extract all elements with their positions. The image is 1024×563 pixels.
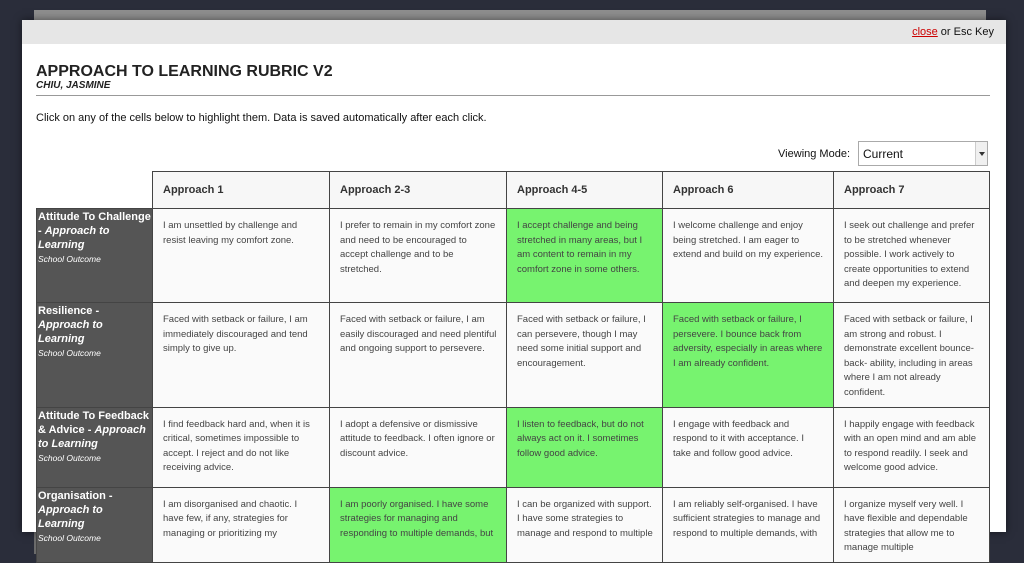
table-corner (37, 172, 153, 209)
close-hint: or Esc Key (937, 26, 994, 38)
row-outcome: School Outcome (38, 532, 101, 543)
row-name: Organisation (38, 489, 106, 502)
rubric-cell[interactable]: I accept challenge and being stretched in many areas, but I am content to remain in my comfort zone in some others. (507, 209, 663, 303)
row-outcome: School Outcome (38, 254, 101, 264)
table-row (37, 209, 990, 303)
table-row (37, 487, 990, 562)
viewing-mode-select[interactable] (858, 141, 988, 166)
row-separator: - (84, 423, 95, 436)
row-name: Resilience (38, 305, 93, 317)
table-row (37, 407, 990, 487)
row-outcome: School Outcome (38, 452, 101, 463)
viewing-mode-label: Viewing Mode: (778, 147, 850, 160)
rubric-cell[interactable]: I seek out challenge and prefer to be stretched whenever possible. I work actively to create opportunities to extend and deepen my experience. (834, 209, 990, 303)
rubric-cell[interactable]: I adopt a defensive or dismissive attitude to feedback. I often ignore or discount advice. (330, 407, 507, 487)
row-category: Approach to Learning (38, 503, 103, 530)
viewing-mode-value: Current (863, 146, 904, 161)
row-header (37, 487, 153, 562)
divider (36, 95, 990, 96)
row-name: Attitude To Feedback & Advice (38, 409, 150, 436)
row-separator: - (38, 225, 45, 237)
page-title: APPROACH TO LEARNING RUBRIC V2 (36, 63, 333, 80)
rubric-cell[interactable]: I am disorganised and chaotic. I have few, if any, strategies for managing or prioritizing my (153, 487, 330, 562)
rubric-cell[interactable]: Faced with setback or failure, I am strong and robust. I demonstrate excellent bounce-back- ability, including in areas where I am not already confident. (834, 303, 990, 408)
rubric-cell[interactable]: I can be organized with support. I have some strategies to manage and respond to multiple (507, 487, 663, 562)
viewing-mode (778, 141, 988, 166)
rubric-cell[interactable]: I am unsettled by challenge and resist leaving my comfort zone. (153, 209, 330, 303)
row-name: Attitude To Challenge (38, 211, 151, 223)
modal-topbar (22, 20, 1006, 44)
row-header (37, 407, 153, 487)
rubric-cell[interactable]: I prefer to remain in my comfort zone and need to be encouraged to accept challenge and to be stretched. (330, 209, 507, 303)
table-row (37, 303, 990, 408)
rubric-cell[interactable]: I am reliably self-organised. I have sufficient strategies to manage and respond to multiple demands, with (663, 487, 834, 562)
rubric-cell[interactable]: I find feedback hard and, when it is critical, sometimes impossible to accept. I reject and do not like receiving advice. (153, 407, 330, 487)
rubric-cell[interactable]: Faced with setback or failure, I persevere. I bounce back from adversity, especially in areas where I am already confident. (663, 303, 834, 408)
student-name: CHIU, JASMINE (36, 80, 111, 91)
rubric-cell[interactable]: Faced with setback or failure, I can persevere, though I may need some initial support and encouragement. (507, 303, 663, 408)
rubric-cell[interactable]: Faced with setback or failure, I am immediately discouraged and tend simply to give up. (153, 303, 330, 408)
row-category: Approach to Learning (38, 225, 110, 251)
column-header: Approach 6 (663, 172, 834, 209)
row-header (37, 209, 153, 303)
rubric-cell[interactable]: I organize myself very well. I have flexible and dependable strategies that allow me to manage multiple (834, 487, 990, 562)
rubric-cell[interactable]: I engage with feedback and respond to it with acceptance. I take and follow good advice. (663, 407, 834, 487)
row-category: Approach to Learning (38, 423, 146, 450)
row-outcome: School Outcome (38, 348, 101, 358)
rubric-cell[interactable]: I happily engage with feedback with an open mind and am able to respond readily. I seek and welcome good advice. (834, 407, 990, 487)
column-header: Approach 7 (834, 172, 990, 209)
row-separator: - (92, 305, 100, 317)
rubric-cell[interactable]: I listen to feedback, but do not always act on it. I sometimes follow good advice. (507, 407, 663, 487)
table-header-row (37, 172, 990, 209)
instructions: Click on any of the cells below to highlight them. Data is saved automatically after each click. (36, 112, 487, 124)
close-link[interactable]: close (912, 26, 938, 38)
column-header: Approach 4-5 (507, 172, 663, 209)
row-category: Approach to Learning (38, 319, 103, 345)
column-header: Approach 1 (153, 172, 330, 209)
rubric-cell[interactable]: I am poorly organised. I have some strategies for managing and responding to multiple demands, but (330, 487, 507, 562)
rubric-modal (22, 20, 1006, 554)
column-header: Approach 2-3 (330, 172, 507, 209)
row-header (37, 303, 153, 408)
rubric-cell[interactable]: I welcome challenge and enjoy being stretched. I am eager to extend and build on my experience. (663, 209, 834, 303)
rubric-cell[interactable]: Faced with setback or failure, I am easily discouraged and need plentiful and ongoing support to persevere. (330, 303, 507, 408)
row-separator: - (105, 489, 113, 502)
rubric-table (36, 171, 990, 563)
chevron-down-icon (975, 142, 987, 165)
